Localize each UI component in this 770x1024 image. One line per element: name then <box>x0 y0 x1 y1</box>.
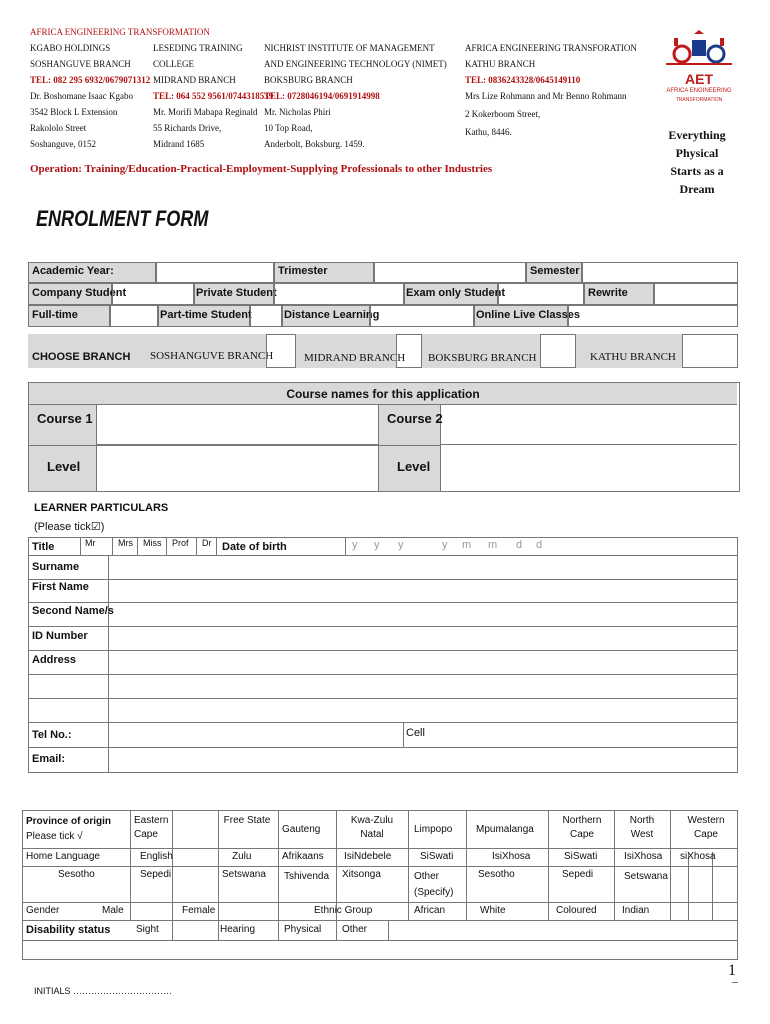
title-option-mr[interactable] <box>80 537 112 556</box>
choose-branch-label: CHOOSE BRANCH <box>32 351 131 363</box>
distance-learning-label: Distance Learning <box>284 309 380 321</box>
branch-boksburg-info <box>264 40 447 152</box>
part-time-field[interactable] <box>250 305 282 327</box>
lang-zulu[interactable]: Zulu <box>232 851 252 862</box>
title-option-label: Mrs <box>118 538 133 548</box>
lang-afrikaans[interactable]: Afrikaans <box>282 851 324 862</box>
full-time-field[interactable] <box>110 305 158 327</box>
company-student-label: Company Student <box>32 287 127 299</box>
private-student-field[interactable] <box>274 283 404 305</box>
header-line: 2 Kokerboom Street, <box>465 109 541 119</box>
address-label: Address <box>32 654 77 666</box>
level2-label: Level <box>397 459 431 474</box>
gender-male[interactable]: Male <box>102 905 124 916</box>
title-label: Title <box>32 541 55 553</box>
email-label: Email: <box>32 753 66 765</box>
header-line: Rakololo Street <box>30 123 87 133</box>
tel-label: Tel No.: <box>32 729 72 741</box>
lang-siswati-2[interactable]: SiSwati <box>564 851 598 862</box>
company-student-field[interactable] <box>112 283 194 305</box>
branch-tick-boksburg[interactable] <box>540 334 576 368</box>
ethnic-group-label: Ethnic Group <box>314 905 373 916</box>
disability-other[interactable]: Other <box>342 924 368 935</box>
rewrite-label: Rewrite <box>588 287 628 299</box>
gender-label: Gender <box>26 905 60 916</box>
disability-sight[interactable]: Sight <box>136 924 159 935</box>
course2-field[interactable] <box>441 405 737 445</box>
page-number: 1 <box>728 962 736 979</box>
lang-siswati[interactable]: SiSwati <box>420 851 454 862</box>
logo-subtitle: AFRICA ENGINEERING <box>666 88 732 94</box>
province-kwazulu-natal[interactable]: Kwa-Zulu Natal <box>350 815 394 840</box>
header-tel: TEL: 082 295 6932/0679071312 <box>30 75 151 85</box>
disability-physical[interactable]: Physical <box>284 924 322 935</box>
semester-label: Semester <box>530 265 580 277</box>
province-mpumalanga[interactable]: Mpumalanga <box>476 824 534 835</box>
course1-label: Course 1 <box>37 411 93 426</box>
id-number-field[interactable] <box>109 627 737 651</box>
lang-english[interactable]: English <box>140 851 173 862</box>
cell-field[interactable] <box>428 723 737 748</box>
id-number-label: ID Number <box>32 630 88 642</box>
dob-slot: y <box>398 539 404 551</box>
header-line: Soshanguve, 0152 <box>30 139 96 149</box>
learner-heading: LEARNER PARTICULARS <box>34 502 169 514</box>
ethnic-african[interactable]: African <box>414 905 446 916</box>
lang-sesotho[interactable]: Sesotho <box>58 869 95 880</box>
slogan-line: Starts as a Dream <box>670 164 724 196</box>
level1-label: Level <box>47 459 81 474</box>
full-time-label: Full-time <box>32 309 78 321</box>
header-line: MIDRAND BRANCH <box>153 75 236 85</box>
second-name-label: Second Name/s <box>32 605 114 617</box>
level1-field[interactable] <box>97 445 379 491</box>
header-line: Anderbolt, Boksburg. 1459. <box>264 139 365 149</box>
level2-field[interactable] <box>441 445 737 491</box>
slogan <box>652 126 742 198</box>
province-block <box>22 810 738 960</box>
exam-only-label: Exam only Student <box>406 287 506 299</box>
course2-label: Course 2 <box>387 411 443 426</box>
province-gauteng[interactable]: Gauteng <box>282 824 321 835</box>
second-name-field[interactable] <box>109 603 737 627</box>
address-field-line1[interactable] <box>109 651 737 675</box>
disability-label: Disability status <box>26 924 111 936</box>
header-line: SOSHANGUVE BRANCH <box>30 59 131 69</box>
academic-year-field[interactable] <box>156 262 274 283</box>
header-line: LESEDING TRAINING <box>153 43 243 53</box>
header-tel: TEL: 0728046194/0691914998 <box>264 91 380 101</box>
lang-sesotho-2[interactable]: Sesotho <box>478 869 515 880</box>
address-field-line3[interactable] <box>109 699 737 723</box>
header-line: NICHRIST INSTITUTE OF MANAGEMENT <box>264 43 435 53</box>
branch-label: BOKSBURG BRANCH <box>428 352 537 364</box>
header-tel: TEL: 0836243328/0645149110 <box>465 75 581 85</box>
header-line: COLLEGE <box>153 59 194 69</box>
lang-isixhosa[interactable]: IsiXhosa <box>492 851 531 862</box>
header-line: AND ENGINEERING TECHNOLOGY (NIMET) <box>264 59 447 69</box>
academic-year-label: Academic Year: <box>32 265 114 277</box>
branch-kathu-info <box>465 40 637 140</box>
course-block <box>28 382 740 492</box>
header-tel: TEL: 064 552 9561/0744318539 <box>153 91 274 101</box>
dob-slot: d <box>516 539 523 551</box>
lang-isindebele[interactable]: IsiNdebele <box>344 851 392 862</box>
rewrite-field[interactable] <box>654 283 738 305</box>
header-line: Mr. Morifi Mabapa Reginald <box>153 107 258 117</box>
slogan-line: Everything Physical <box>668 128 726 160</box>
logo-subtitle: TRANSFORMATION <box>675 97 723 103</box>
lang-other-specify[interactable]: Other (Specify) <box>414 871 454 898</box>
title-option-dr[interactable] <box>196 537 216 556</box>
part-time-label: Part-time Student <box>160 309 252 321</box>
branch-tick-soshanguve[interactable] <box>266 334 296 368</box>
lang-setswana-2[interactable]: Setswana <box>624 871 668 882</box>
dob-slot: y <box>374 539 380 551</box>
header-line: Dr. Boshomane Isaac Kgabo <box>30 91 133 101</box>
aet-logo <box>664 30 734 103</box>
title-option-label: Dr <box>202 538 212 548</box>
lang-xitsonga[interactable]: Xitsonga <box>342 869 381 880</box>
cell-label: Cell <box>406 727 425 739</box>
province-tick-instruction: Please tick √ <box>26 831 83 842</box>
surname-field[interactable] <box>109 556 737 580</box>
ethnic-coloured[interactable]: Coloured <box>556 905 597 916</box>
online-classes-label: Online Live Classes <box>476 309 580 321</box>
header-line: 10 Top Road, <box>264 123 313 133</box>
course-heading: Course names for this application <box>286 387 480 401</box>
logo-text: AET <box>685 71 713 87</box>
exam-only-field[interactable] <box>498 283 584 305</box>
header-line: KGABO HOLDINGS <box>30 43 111 53</box>
province-eastern-cape[interactable]: Eastern Cape <box>134 815 169 840</box>
distance-learning-field[interactable] <box>370 305 474 327</box>
lang-tshivenda[interactable]: Tshivenda <box>284 871 330 882</box>
first-name-label: First Name <box>32 581 89 593</box>
province-northern-cape[interactable]: Northern Cape <box>562 815 602 840</box>
province-free-state[interactable]: Free State <box>223 815 271 826</box>
province-origin-label: Province of origin <box>26 816 112 827</box>
dob-slot: y <box>442 539 448 551</box>
gender-female[interactable]: Female <box>182 905 216 916</box>
title-option-mrs[interactable] <box>112 537 137 556</box>
trimester-label: Trimester <box>278 265 328 277</box>
header-line: KATHU BRANCH <box>465 59 536 69</box>
home-language-label: Home Language <box>26 851 100 862</box>
first-name-field[interactable] <box>109 580 737 603</box>
lang-isixhosa-2[interactable]: IsiXhosa <box>624 851 663 862</box>
private-student-label: Private Student <box>196 287 277 299</box>
dob-slot: m <box>488 539 498 551</box>
header-line: Midrand 1685 <box>153 139 205 149</box>
surname-label: Surname <box>32 561 80 573</box>
dob-slot: m <box>462 539 472 551</box>
enrolment-block <box>28 262 738 368</box>
branch-tick-kathu[interactable] <box>682 334 738 368</box>
learner-block <box>28 537 738 773</box>
semester-field[interactable] <box>582 262 738 283</box>
email-field[interactable] <box>109 748 737 773</box>
disability-hearing[interactable]: Hearing <box>220 924 256 935</box>
branch-label: SOSHANGUVE BRANCH <box>150 350 274 362</box>
branch-soshanguve-info <box>30 40 150 152</box>
initials-line[interactable]: INITIALS …………………………… <box>34 986 173 996</box>
trimester-field[interactable] <box>374 262 526 283</box>
course1-field[interactable] <box>97 405 379 445</box>
title-option-label: Miss <box>143 538 162 548</box>
header-line: Mrs Lize Rohmann and Mr Benno Rohmann <box>465 91 627 101</box>
logo-gears-icon <box>664 30 734 66</box>
ethnic-indian[interactable]: Indian <box>622 905 650 916</box>
online-classes-field[interactable] <box>568 305 738 327</box>
form-title: ENROLMENT FORM <box>36 206 209 231</box>
title-option-prof[interactable] <box>166 537 196 556</box>
province-north-west[interactable]: North West <box>629 815 655 840</box>
title-option-label: Prof <box>172 538 189 548</box>
org-title: AFRICA ENGINEERING TRANSFORMATION <box>30 27 210 37</box>
lang-sixhosa[interactable]: siXhosa <box>680 851 716 862</box>
province-western-cape[interactable]: Western Cape <box>687 815 725 840</box>
branch-tick-midrand[interactable] <box>396 334 422 368</box>
title-option-miss[interactable] <box>137 537 166 556</box>
branch-label: MIDRAND BRANCH <box>304 352 406 364</box>
lang-setswana[interactable]: Setswana <box>222 869 266 880</box>
dob-slot: d <box>536 539 543 551</box>
header-line: 3542 Block L Extension <box>30 107 118 117</box>
header-line: Mr. Nicholas Phiri <box>264 107 331 117</box>
address-field-line2[interactable] <box>109 675 737 699</box>
tick-instruction: (Please tick☑) <box>34 521 105 533</box>
operation-line: Operation: Training/Education-Practical-Employment-Supplying Professionals to other Industries <box>30 163 493 175</box>
lang-sepedi[interactable]: Sepedi <box>140 869 172 880</box>
branch-label: KATHU BRANCH <box>590 351 676 363</box>
header-line: Kathu, 8446. <box>465 127 512 137</box>
lang-sepedi-2[interactable]: Sepedi <box>562 869 594 880</box>
header-line: 55 Richards Drive, <box>153 123 222 133</box>
dob-label: Date of birth <box>222 541 287 553</box>
header-line: BOKSBURG BRANCH <box>264 75 353 85</box>
branch-midrand-info <box>153 40 273 152</box>
title-option-label: Mr <box>85 538 96 548</box>
dob-slot: y <box>352 539 358 551</box>
tel-field[interactable] <box>109 723 403 748</box>
province-limpopo[interactable]: Limpopo <box>414 824 453 835</box>
ethnic-white[interactable]: White <box>480 905 506 916</box>
header-line: AFRICA ENGINEERING TRANSFORATION <box>465 43 637 53</box>
